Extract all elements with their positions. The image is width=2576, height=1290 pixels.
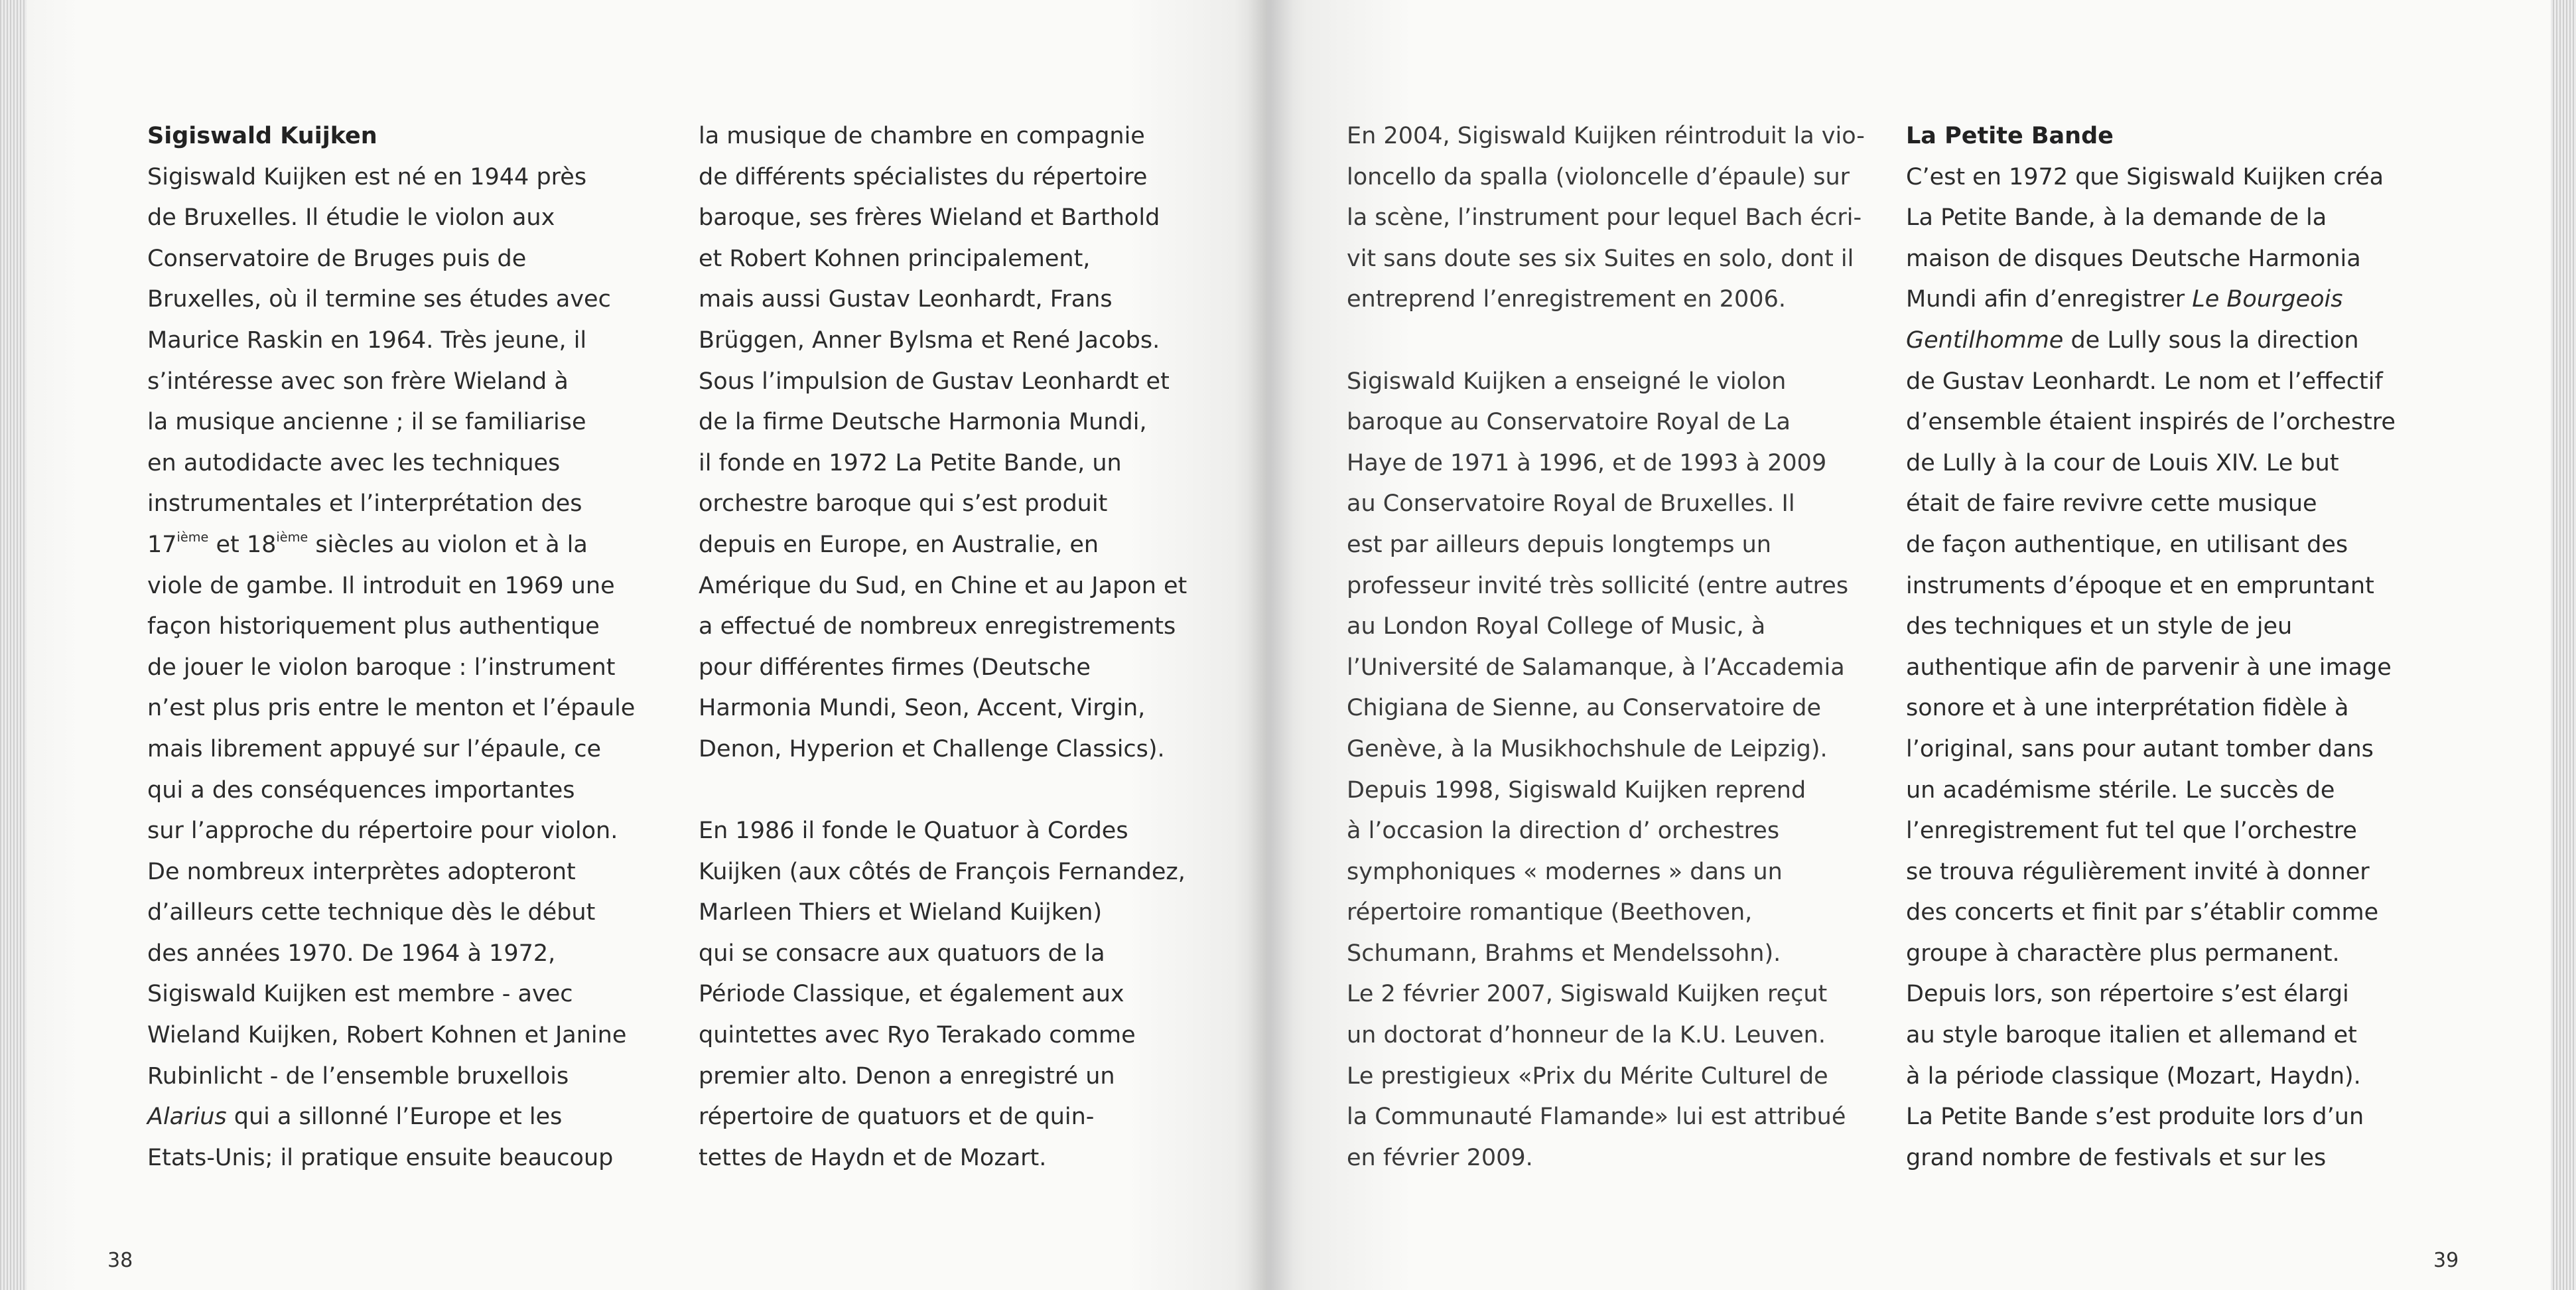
- text-line: Genève, à la Musikhochshule de Leipzig).: [1347, 735, 1828, 762]
- text-line: mais aussi Gustav Leonhardt, Frans: [699, 286, 1113, 313]
- text-line: l’enregistrement fut tel que l’orchestre: [1906, 818, 2357, 845]
- text-line: Sous l’impulsion de Gustav Leonhardt et: [699, 368, 1170, 395]
- page-number-left: 38: [107, 1249, 133, 1272]
- text-line: de jouer le violon baroque : l’instrument: [147, 654, 616, 681]
- text-line: d’ensemble étaient inspirés de l’orchestre: [1906, 409, 2396, 436]
- text-line: Maurice Raskin en 1964. Très jeune, il: [147, 326, 587, 354]
- text-line: au style baroque italien et allemand et: [1906, 1022, 2357, 1049]
- paragraph-gap: [699, 770, 1187, 812]
- text-line: En 2004, Sigiswald Kuijken réintroduit la vio-: [1347, 123, 1865, 149]
- page-edges-left: [0, 0, 27, 1290]
- text-line: orchestre baroque qui s’est produit: [699, 490, 1108, 518]
- column-4: [1906, 116, 2396, 1179]
- century-17: 17: [147, 531, 177, 558]
- text-fragment: Mundi afin d’enregistrer: [1906, 286, 2193, 313]
- text-line: n’est plus pris entre le menton et l’épaule: [147, 695, 636, 722]
- text-line: Rubinlicht - de l’ensemble bruxellois: [147, 1062, 569, 1090]
- text-line-bourgeois: [1906, 279, 2396, 321]
- text-line: façon historiquement plus authentique: [147, 613, 600, 640]
- text-line: Chigiana de Sienne, au Conservatoire de: [1347, 695, 1821, 722]
- text-line: Le 2 février 2007, Sigiswald Kuijken reçut: [1347, 981, 1828, 1008]
- text-line: Brüggen, Anner Bylsma et René Jacobs.: [699, 326, 1160, 354]
- text-line: Amérique du Sud, en Chine et au Japon et: [699, 572, 1187, 599]
- section-heading-kuijken: Sigiswald Kuijken: [147, 123, 377, 149]
- text-line: de façon authentique, en utilisant des: [1906, 531, 2348, 558]
- text-line: Période Classique, et également aux: [699, 981, 1124, 1008]
- text-line: l’original, sans pour autant tomber dans: [1906, 735, 2374, 762]
- text-line: depuis en Europe, en Australie, en: [699, 531, 1099, 558]
- text-line: au Conservatoire Royal de Bruxelles. Il: [1347, 490, 1795, 518]
- column-1: [147, 116, 635, 1179]
- text-line: entreprend l’enregistrement en 2006.: [1347, 286, 1786, 313]
- text-line: Denon, Hyperion et Challenge Classics).: [699, 735, 1165, 762]
- column-3: [1347, 116, 1865, 1179]
- work-title-italic: Gentilhomme: [1906, 326, 2064, 354]
- text-line: répertoire de quatuors et de quin-: [699, 1104, 1095, 1131]
- text-line: Bruxelles, où il termine ses études avec: [147, 286, 611, 313]
- text-line: En 1986 il fonde le Quatuor à Cordes: [699, 818, 1128, 845]
- text-line: Wieland Kuijken, Robert Kohnen et Janine: [147, 1022, 627, 1049]
- text-line: à la période classique (Mozart, Haydn).: [1906, 1062, 2361, 1090]
- text-fragment: siècles au violon et à la: [308, 531, 588, 558]
- text-line: professeur invité très sollicité (entre autres: [1347, 572, 1849, 599]
- text-line: quintettes avec Ryo Terakado comme: [699, 1022, 1136, 1049]
- text-line: Depuis 1998, Sigiswald Kuijken reprend: [1347, 776, 1806, 804]
- text-line: mais librement appuyé sur l’épaule, ce: [147, 735, 601, 762]
- text-line: de Gustav Leonhardt. Le nom et l’effectif: [1906, 368, 2383, 395]
- text-line: La Petite Bande, à la demande de la: [1906, 204, 2327, 232]
- text-line: sur l’approche du répertoire pour violon.: [147, 818, 618, 845]
- text-line: instruments d’époque et en empruntant: [1906, 572, 2374, 599]
- text-line: Etats-Unis; il pratique ensuite beaucoup: [147, 1144, 614, 1171]
- text-line: tettes de Haydn et de Mozart.: [699, 1144, 1047, 1171]
- text-line: à l’occasion la direction d’ orchestres: [1347, 818, 1780, 845]
- text-line: Harmonia Mundi, Seon, Accent, Virgin,: [699, 695, 1146, 722]
- ordinal-suffix: ième: [176, 530, 209, 545]
- text-line: était de faire revivre cette musique: [1906, 490, 2317, 518]
- text-line: Sigiswald Kuijken est né en 1944 près: [147, 163, 587, 190]
- text-line: d’ailleurs cette technique dès le début: [147, 899, 596, 926]
- text-line-alarius: [147, 1097, 635, 1138]
- text-line: baroque au Conservatoire Royal de La: [1347, 409, 1791, 436]
- text-line: et Robert Kohnen principalement,: [699, 245, 1091, 272]
- text-line: Haye de 1971 à 1996, et de 1993 à 2009: [1347, 449, 1827, 476]
- text-line: des années 1970. De 1964 à 1972,: [147, 940, 556, 967]
- work-title-italic: Le Bourgeois: [2192, 286, 2343, 313]
- section-heading-petite-bande: La Petite Bande: [1906, 123, 2114, 149]
- text-line: la Communauté Flamande» lui est attribué: [1347, 1104, 1846, 1131]
- text-line: La Petite Bande s’est produite lors d’un: [1906, 1104, 2364, 1131]
- text-line: Sigiswald Kuijken a enseigné le violon: [1347, 368, 1787, 395]
- text-line: authentique afin de parvenir à une image: [1906, 654, 2392, 681]
- column-2: [699, 116, 1187, 1179]
- text-line: viole de gambe. Il introduit en 1969 une: [147, 572, 615, 599]
- text-line: de différents spécialistes du répertoire: [699, 163, 1148, 190]
- text-line: en février 2009.: [1347, 1144, 1533, 1171]
- text-line: grand nombre de festivals et sur les: [1906, 1144, 2327, 1171]
- book-gutter: [1247, 0, 1294, 1290]
- text-line: symphoniques « modernes » dans un: [1347, 858, 1783, 885]
- text-line: de la firme Deutsche Harmonia Mundi,: [699, 409, 1147, 436]
- text-line: Schumann, Brahms et Mendelssohn).: [1347, 940, 1781, 967]
- text-line: est par ailleurs depuis longtemps un: [1347, 531, 1771, 558]
- text-line: répertoire romantique (Beethoven,: [1347, 899, 1753, 926]
- text-line: De nombreux interprètes adopteront: [147, 858, 576, 885]
- text-line: vit sans doute ses six Suites en solo, dont il: [1347, 245, 1854, 272]
- text-line: Depuis lors, son répertoire s’est élargi: [1906, 981, 2349, 1008]
- text-line-centuries: [147, 525, 635, 566]
- text-line: des techniques et un style de jeu: [1906, 613, 2293, 640]
- text-line: Marleen Thiers et Wieland Kuijken): [699, 899, 1103, 926]
- text-line: un doctorat d’honneur de la K.U. Leuven.: [1347, 1022, 1826, 1049]
- text-line: qui a des conséquences importantes: [147, 776, 575, 804]
- text-line: instrumentales et l’interprétation des: [147, 490, 582, 518]
- text-line: pour différentes firmes (Deutsche: [699, 654, 1091, 681]
- text-line: de Bruxelles. Il étudie le violon aux: [147, 204, 555, 232]
- text-line: groupe à charactère plus permanent.: [1906, 940, 2340, 967]
- text-line: s’intéresse avec son frère Wieland à: [147, 368, 569, 395]
- text-fragment: de Lully sous la direction: [2063, 326, 2359, 354]
- text-line: Kuijken (aux côtés de François Fernandez,: [699, 858, 1186, 885]
- text-line: maison de disques Deutsche Harmonia: [1906, 245, 2361, 272]
- text-line: des concerts et finit par s’établir comme: [1906, 899, 2379, 926]
- text-line: la musique ancienne ; il se familiarise: [147, 409, 586, 436]
- text-line: au London Royal College of Music, à: [1347, 613, 1766, 640]
- ordinal-suffix: ième: [276, 530, 308, 545]
- paragraph-gap: [1347, 321, 1865, 362]
- text-line: qui se consacre aux quatuors de la: [699, 940, 1105, 967]
- text-line: baroque, ses frères Wieland et Barthold: [699, 204, 1160, 232]
- text-line: Le prestigieux «Prix du Mérite Culturel de: [1347, 1062, 1828, 1090]
- text-line: il fonde en 1972 La Petite Bande, un: [699, 449, 1122, 476]
- text-line: loncello da spalla (violoncelle d’épaule) sur: [1347, 163, 1850, 190]
- text-fragment: et 18: [208, 531, 277, 558]
- text-fragment: qui a sillonné l’Europe et les: [226, 1104, 563, 1131]
- text-line: a effectué de nombreux enregistrements: [699, 613, 1176, 640]
- text-line: un académisme stérile. Le succès de: [1906, 776, 2335, 804]
- text-line: C’est en 1972 que Sigiswald Kuijken créa: [1906, 163, 2384, 190]
- text-line: sonore et à une interprétation fidèle à: [1906, 695, 2349, 722]
- text-line: la scène, l’instrument pour lequel Bach écri-: [1347, 204, 1862, 232]
- page-number-right: 39: [2433, 1249, 2459, 1272]
- text-line: de Lully à la cour de Louis XIV. Le but: [1906, 449, 2339, 476]
- page-edges-right: [2551, 0, 2576, 1290]
- text-line: en autodidacte avec les techniques: [147, 449, 561, 476]
- text-line: premier alto. Denon a enregistré un: [699, 1062, 1115, 1090]
- ensemble-name-italic: Alarius: [147, 1104, 227, 1131]
- text-line: Conservatoire de Bruges puis de: [147, 245, 527, 272]
- text-line-gentilhomme: [1906, 321, 2396, 362]
- text-line: Sigiswald Kuijken est membre - avec: [147, 981, 573, 1008]
- text-line: la musique de chambre en compagnie: [699, 123, 1145, 149]
- text-line: se trouva régulièrement invité à donner: [1906, 858, 2370, 885]
- text-line: l’Université de Salamanque, à l’Accademia: [1347, 654, 1845, 681]
